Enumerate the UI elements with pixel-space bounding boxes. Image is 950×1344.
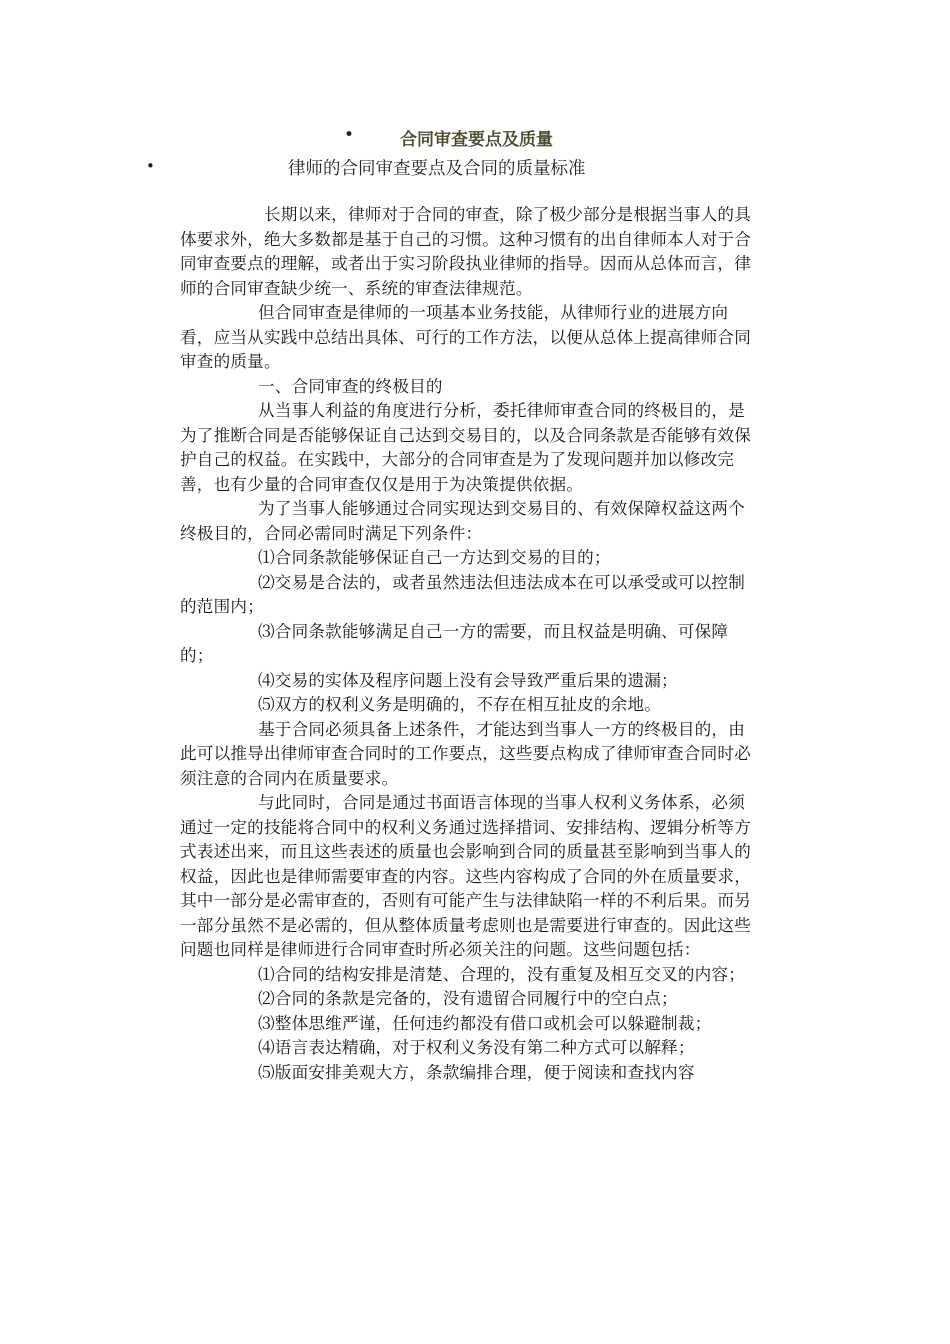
- subtitle-text: 律师的合同审查要点及合同的质量标准: [288, 159, 586, 179]
- list-item: ⑴合同条款能够保证自己一方达到交易的目的；: [258, 548, 611, 567]
- bullet-icon: •: [146, 157, 155, 175]
- list-item: ⑵合同的条款是完备的，没有遗留合同履行中的空白点；: [258, 989, 678, 1008]
- document-body: [180, 203, 760, 1085]
- paragraph: 为了当事人能够通过合同实现达到交易目的、有效保障权益这两个终极目的，合同必需同时满足下列条件：: [180, 499, 746, 543]
- list-item: ⑸版面安排美观大方，条款编排合理，便于阅读和查找内容: [258, 1062, 695, 1082]
- paragraph: 长期以来，律师对于合同的审查，除了极少部分是根据当事人的具体要求外，绝大多数都是基于自己的习惯。这种习惯有的出自律师本人对于合同审查要点的理解，或者出于实习阶段执业律师的指导。因而从总体而言，律师的合同审查缺少统一、系统的审查法律规范。: [180, 205, 752, 298]
- paragraph: 但合同审查是律师的一项基本业务技能，从律师行业的进展方向看，应当从实践中总结出具体、可行的工作方法，以便从总体上提高律师合同审查的质量。: [180, 303, 751, 371]
- paragraph: 从当事人利益的角度进行分析，委托律师审查合同的终极目的，是为了推断合同是否能够保证自己达到交易目的，以及合同条款是否能够有效保护自己的权益。在实践中，大部分的合同审查是为了发现问题并加以修改完善，也有少量的合同审查仅仅是用于为决策提供依据。: [180, 401, 751, 494]
- paragraph: 与此同时，合同是通过书面语言体现的当事人权利义务体系，必须通过一定的技能将合同中的权利义务通过选择措词、安排结构、逻辑分析等方式表述出来，而且这些表述的质量也会影响到合同的质量甚至影响到当事人的权益，因此也是律师需要审查的内容。这些内容构成了合同的外在质量要求，其中一部分是必需审查的，否则有可能产生与法律缺陷一样的不利后果。而另一部分虽然不是必需的，但从整体质量考虑则也是需要进行审查的。因此这些问题也同样是律师进行合同审查时所必须关注的问题。这些问题包括：: [180, 793, 751, 959]
- list-item: ⑴合同的结构安排是清楚、合理的，没有重复及相互交叉的内容；: [258, 964, 746, 984]
- section-heading: 一、合同审查的终极目的: [258, 376, 443, 396]
- paragraph: 基于合同必须具备上述条件，才能达到当事人一方的终极目的，由此可以推导出律师审查合同时的工作要点，这些要点构成了律师审查合同时必须注意的合同内在质量要求。: [180, 719, 751, 788]
- list-item: ⑷语言表达精确，对于权利义务没有第二种方式可以解释；: [258, 1038, 695, 1057]
- list-item: ⑶整体思维严谨，任何违约都没有借口或机会可以躲避制裁；: [258, 1013, 712, 1033]
- list-item: ⑷交易的实体及程序问题上没有会导致严重后果的遗漏；: [258, 670, 678, 690]
- title-text: 合同审查要点及质量: [400, 130, 553, 150]
- list-item: ⑸双方的权利义务是明确的，不存在相互扯皮的余地。: [258, 695, 662, 714]
- bullet-icon: •: [344, 125, 355, 145]
- document-subtitle: [0, 155, 950, 181]
- list-item: ⑶合同条款能够满足自己一方的需要，而且权益是明确、可保障的；: [180, 621, 729, 665]
- document-title: [0, 125, 950, 149]
- list-item: ⑵交易是合法的，或者虽然违法但违法成本在可以承受或可以控制的范围内；: [180, 572, 746, 616]
